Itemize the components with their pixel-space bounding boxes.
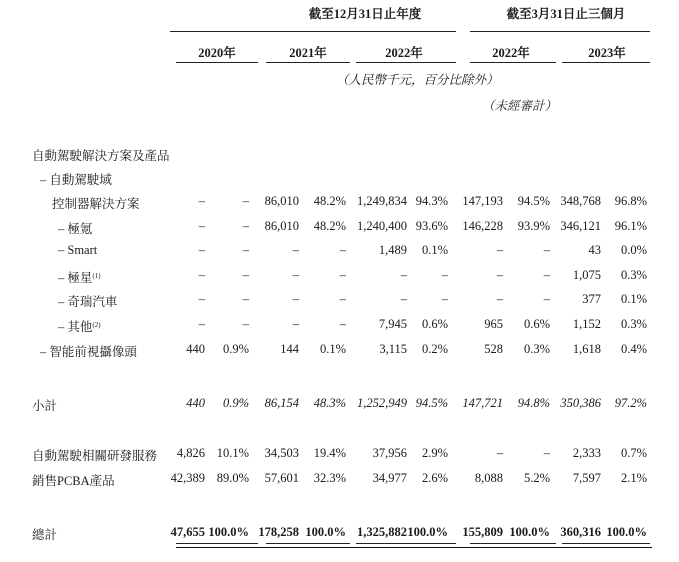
percent-cell: 48.2%	[313, 194, 346, 208]
percent-cell: 93.9%	[517, 219, 550, 233]
year-header-2022: 2022年	[385, 46, 423, 60]
amount-cell: 86,010	[264, 194, 299, 208]
percent-cell: 94.3%	[415, 194, 448, 208]
amount-cell: 147,721	[462, 396, 503, 410]
amount-cell: 1,618	[572, 342, 601, 356]
row-label	[32, 525, 57, 543]
amount-cell: –	[198, 194, 205, 208]
percent-cell: 0.3%	[620, 268, 647, 282]
row-label-text: – Smart	[58, 243, 98, 257]
amount-cell: –	[292, 292, 299, 306]
percent-cell: 2.9%	[421, 446, 448, 460]
percent-cell: –	[242, 243, 249, 257]
percent-cell: 48.2%	[313, 219, 346, 233]
amount-cell: 57,601	[264, 471, 299, 485]
percent-cell: –	[242, 292, 249, 306]
row-label	[40, 342, 137, 360]
total-underline	[176, 547, 652, 548]
percent-cell: –	[543, 243, 550, 257]
amount-cell: 377	[582, 292, 601, 306]
year-rule-2020	[176, 62, 258, 63]
row-label	[52, 194, 140, 212]
amount-cell: 7,945	[378, 317, 407, 331]
amount-cell: –	[198, 268, 205, 282]
amount-cell: –	[292, 268, 299, 282]
percent-cell: 100.0%	[208, 525, 249, 539]
row-label-text: 銷售PCBA產品	[32, 474, 115, 488]
amount-cell: –	[496, 292, 503, 306]
percent-cell: –	[339, 243, 346, 257]
percent-cell: 100.0%	[407, 525, 448, 539]
percent-cell: 0.6%	[421, 317, 448, 331]
amount-cell: –	[496, 268, 503, 282]
percent-cell: –	[543, 268, 550, 282]
total-rule	[356, 543, 456, 544]
amount-cell: 86,154	[264, 396, 299, 410]
row-label-text: 小計	[32, 399, 58, 413]
percent-cell: 2.6%	[421, 471, 448, 485]
year-rule-2023-q1	[562, 62, 650, 63]
percent-cell: 100.0%	[606, 525, 647, 539]
percent-cell: 0.2%	[421, 342, 448, 356]
amount-cell: 1,325,882	[357, 525, 407, 539]
row-label	[58, 317, 101, 335]
amount-cell: –	[496, 243, 503, 257]
row-label	[32, 471, 115, 489]
row-label-text: – 其他	[58, 320, 93, 334]
amount-cell: 440	[186, 396, 205, 410]
amount-cell: 178,258	[258, 525, 299, 539]
amount-cell: –	[198, 219, 205, 233]
amount-cell: 34,503	[264, 446, 299, 460]
row-label	[40, 170, 112, 188]
percent-cell: 2.1%	[620, 471, 647, 485]
footnote-marker: (2)	[92, 321, 101, 329]
row-label-text: – 極星	[58, 271, 93, 285]
percent-cell: –	[242, 194, 249, 208]
percent-cell: 32.3%	[313, 471, 346, 485]
amount-cell: –	[400, 292, 407, 306]
amount-cell: 440	[186, 342, 205, 356]
footnote-marker: (1)	[92, 272, 101, 280]
percent-cell: 0.9%	[222, 342, 249, 356]
year-header-2021: 2021年	[289, 46, 327, 60]
percent-cell: –	[543, 292, 550, 306]
year-header-2023-q1: 2023年	[588, 46, 626, 60]
percent-cell: –	[242, 219, 249, 233]
amount-cell: 7,597	[572, 471, 601, 485]
amount-cell: 2,333	[572, 446, 601, 460]
total-rule	[266, 543, 350, 544]
amount-cell: 1,152	[572, 317, 601, 331]
row-label	[58, 243, 97, 258]
amount-cell: 34,977	[372, 471, 407, 485]
percent-cell: 96.8%	[614, 194, 647, 208]
percent-cell: –	[242, 268, 249, 282]
row-label	[32, 396, 57, 414]
row-label	[32, 146, 170, 164]
amount-cell: 146,228	[462, 219, 503, 233]
amount-cell: –	[292, 243, 299, 257]
percent-cell: 94.5%	[517, 194, 550, 208]
percent-cell: –	[441, 268, 448, 282]
percent-cell: 96.1%	[614, 219, 647, 233]
percent-cell: –	[339, 292, 346, 306]
row-label-text: – 智能前視攝像頭	[40, 345, 137, 359]
amount-cell: 147,193	[462, 194, 503, 208]
unit-note: （人民幣千元，百分比除外）	[336, 73, 499, 87]
header-group-three-months: 截至3月31日止三個月	[506, 7, 626, 21]
year-header-2022-q1: 2022年	[492, 46, 530, 60]
amount-cell: 1,240,400	[357, 219, 407, 233]
amount-cell: 4,826	[176, 446, 205, 460]
percent-cell: 0.0%	[620, 243, 647, 257]
amount-cell: 1,489	[378, 243, 407, 257]
total-rule	[470, 543, 556, 544]
header-group-year-end: 截至12月31日止年度	[308, 7, 422, 21]
row-label-text: 控制器解決方案	[52, 197, 140, 211]
amount-cell: –	[198, 292, 205, 306]
row-label	[58, 268, 101, 286]
total-rule	[176, 543, 258, 544]
amount-cell: 42,389	[170, 471, 205, 485]
year-rule-2021	[266, 62, 350, 63]
percent-cell: –	[543, 446, 550, 460]
percent-cell: 0.3%	[620, 317, 647, 331]
year-rule-2022	[356, 62, 456, 63]
amount-cell: 8,088	[474, 471, 503, 485]
percent-cell: 10.1%	[216, 446, 249, 460]
row-label	[58, 292, 117, 310]
row-label-text: – 自動駕駛域	[40, 173, 112, 187]
amount-cell: 37,956	[372, 446, 407, 460]
row-label-text: – 極氪	[58, 222, 93, 236]
amount-cell: 144	[280, 342, 299, 356]
percent-cell: 97.2%	[614, 396, 647, 410]
percent-cell: –	[242, 317, 249, 331]
amount-cell: 965	[484, 317, 503, 331]
percent-cell: 0.7%	[620, 446, 647, 460]
amount-cell: –	[496, 446, 503, 460]
header-group-rule-three-months	[470, 31, 650, 32]
percent-cell: 94.5%	[415, 396, 448, 410]
amount-cell: –	[198, 243, 205, 257]
percent-cell: 0.1%	[620, 292, 647, 306]
row-label-text: 自動駕駛解決方案及產品	[32, 149, 170, 163]
percent-cell: 0.9%	[222, 396, 249, 410]
percent-cell: 100.0%	[509, 525, 550, 539]
percent-cell: 94.8%	[517, 396, 550, 410]
percent-cell: 5.2%	[523, 471, 550, 485]
amount-cell: 1,249,834	[357, 194, 407, 208]
percent-cell: 0.6%	[523, 317, 550, 331]
percent-cell: 89.0%	[216, 471, 249, 485]
header-group-rule-year-end	[170, 31, 456, 32]
amount-cell: 47,655	[170, 525, 205, 539]
percent-cell: 19.4%	[313, 446, 346, 460]
year-rule-2022-q1	[470, 62, 556, 63]
percent-cell: 0.3%	[523, 342, 550, 356]
percent-cell: 0.1%	[319, 342, 346, 356]
percent-cell: 0.4%	[620, 342, 647, 356]
percent-cell: –	[339, 268, 346, 282]
percent-cell: 0.1%	[421, 243, 448, 257]
amount-cell: 350,386	[560, 396, 601, 410]
row-label-text: – 奇瑞汽車	[58, 295, 118, 309]
amount-cell: –	[400, 268, 407, 282]
percent-cell: 100.0%	[305, 525, 346, 539]
amount-cell: 360,316	[560, 525, 601, 539]
amount-cell: –	[292, 317, 299, 331]
amount-cell: 348,768	[560, 194, 601, 208]
year-header-2020: 2020年	[198, 46, 236, 60]
amount-cell: 43	[588, 243, 601, 257]
percent-cell: –	[339, 317, 346, 331]
row-label-text: 總計	[32, 528, 58, 542]
percent-cell: 48.3%	[313, 396, 346, 410]
row-label-text: 自動駕駛相關研發服務	[32, 449, 158, 463]
unaudited-note: （未經審計）	[482, 99, 558, 113]
amount-cell: 86,010	[264, 219, 299, 233]
percent-cell: –	[441, 292, 448, 306]
amount-cell: 3,115	[379, 342, 407, 356]
amount-cell: 346,121	[560, 219, 601, 233]
amount-cell: 1,252,949	[357, 396, 407, 410]
total-rule	[562, 543, 650, 544]
row-label	[58, 219, 92, 237]
percent-cell: 93.6%	[415, 219, 448, 233]
amount-cell: 155,809	[462, 525, 503, 539]
amount-cell: 528	[484, 342, 503, 356]
amount-cell: –	[198, 317, 205, 331]
amount-cell: 1,075	[572, 268, 601, 282]
